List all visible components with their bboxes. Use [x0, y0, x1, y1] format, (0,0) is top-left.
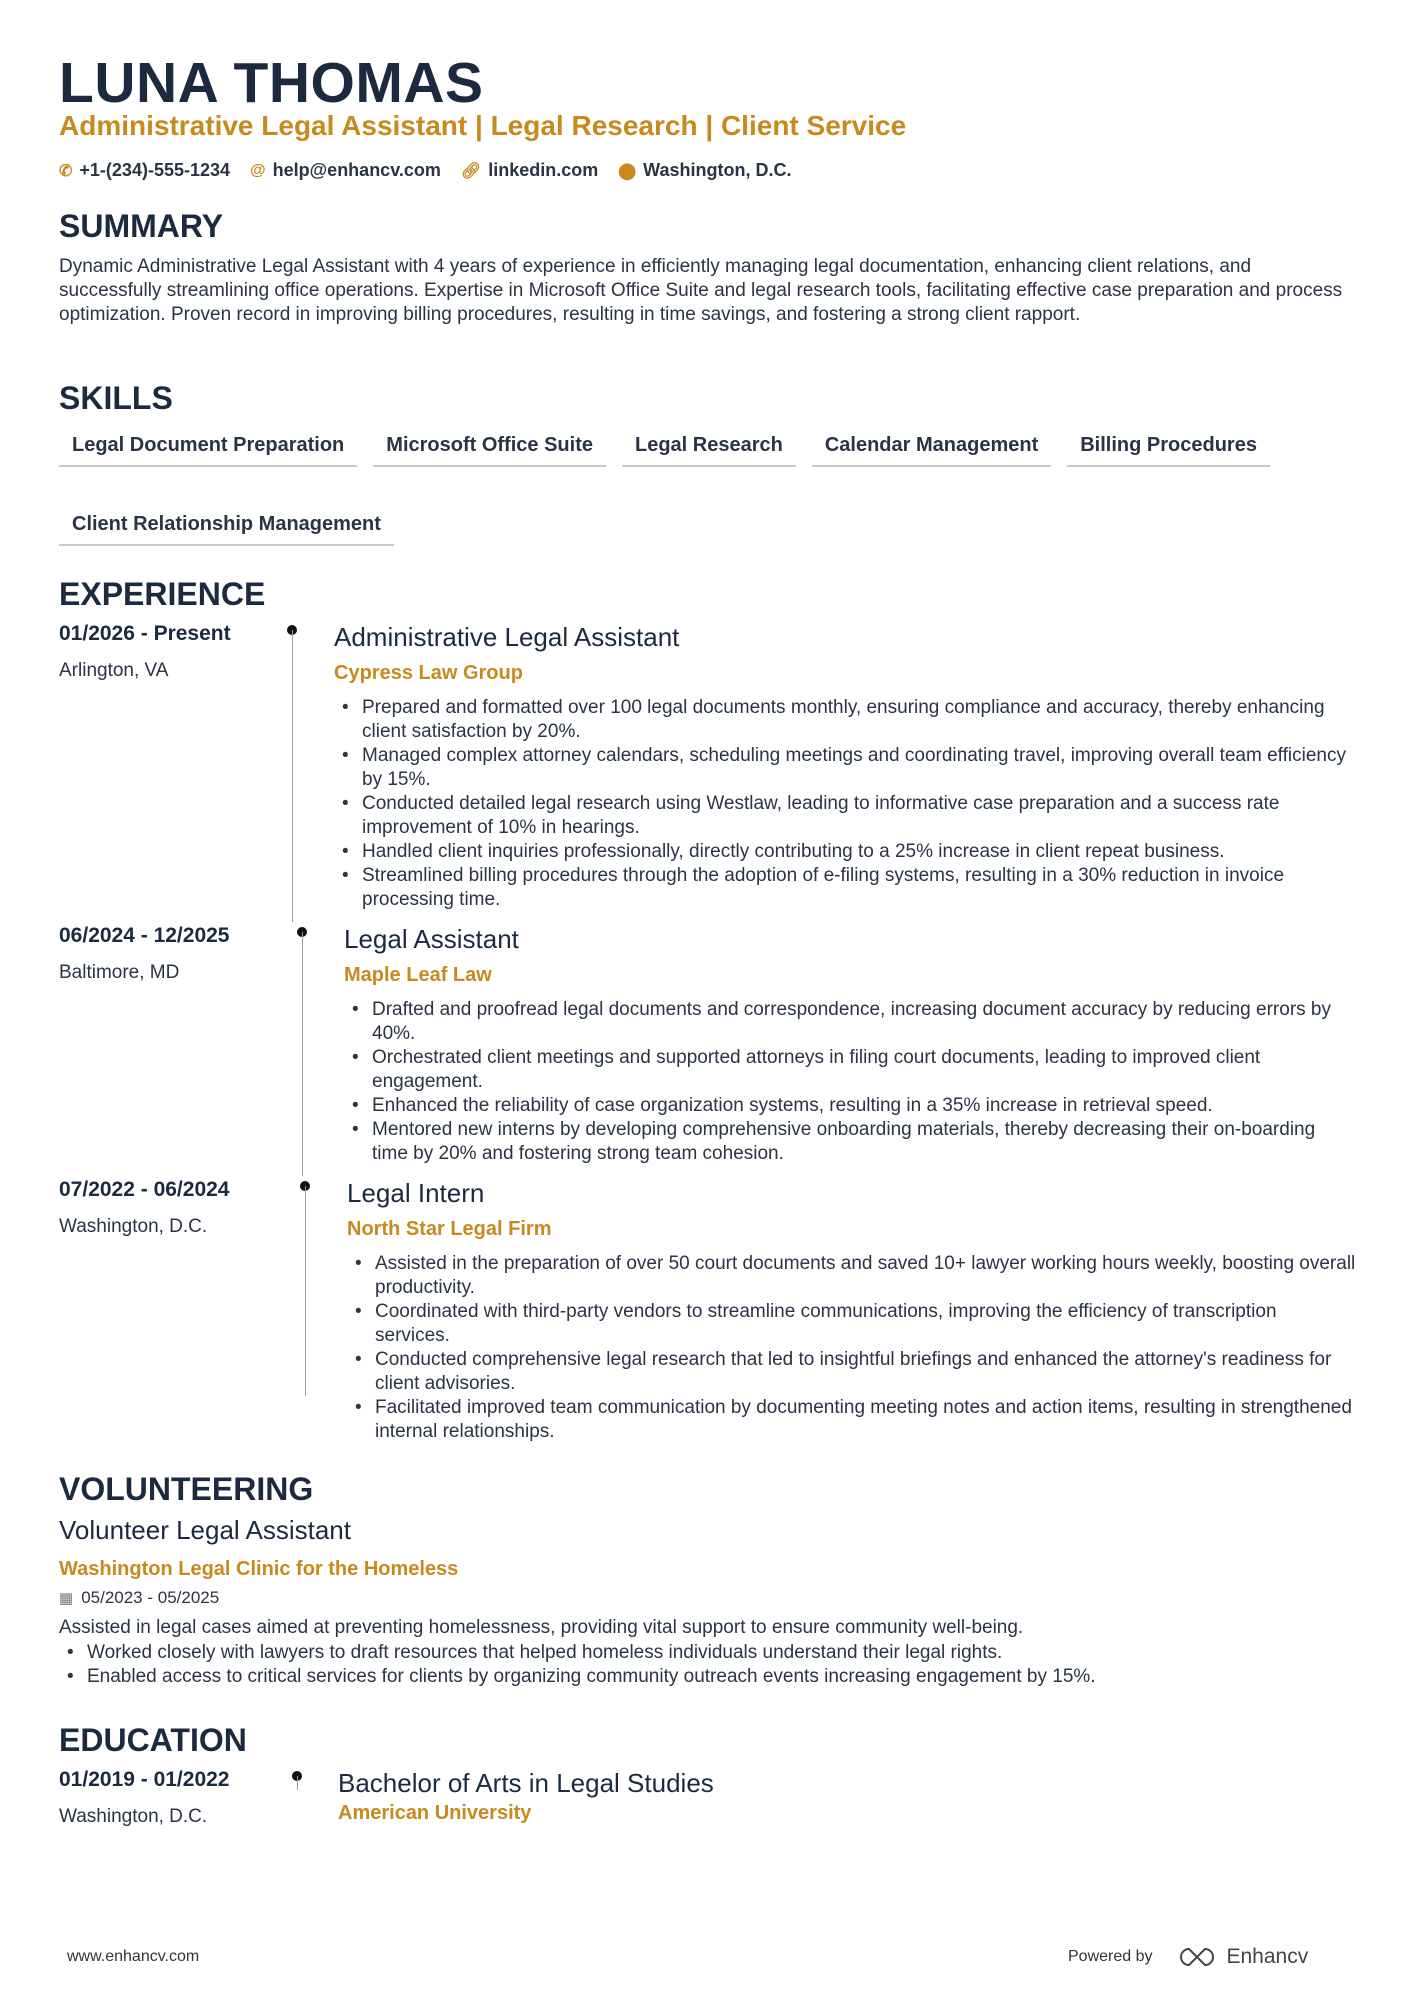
entry-location: Arlington, VA: [59, 660, 169, 681]
enhancv-logo-icon: [1175, 1945, 1219, 1969]
footer-branding: [1068, 1945, 1308, 1969]
link-icon: 🔗︎: [460, 162, 482, 180]
achievement: • Conducted detailed legal research using Westlaw, leading to informative case preparation and a success rate improvement of 10% in hearings.: [334, 792, 1356, 840]
skill-tag: Calendar Management: [812, 430, 1051, 467]
education-location: Washington, D.C.: [59, 1806, 208, 1827]
timeline-line: [292, 630, 293, 922]
education-date: 01/2019 - 01/2022: [59, 1768, 230, 1791]
location-icon: ⬤: [618, 162, 637, 180]
job-title: Administrative Legal Assistant: [334, 622, 680, 652]
achievement: • Managed complex attorney calendars, scheduling meetings and coordinating travel, improving overall team efficiency by 15%.: [334, 744, 1356, 792]
experience-heading: EXPERIENCE: [59, 576, 266, 612]
entry-location: Washington, D.C.: [59, 1216, 208, 1237]
summary-heading: SUMMARY: [59, 208, 224, 244]
job-title: Legal Intern: [347, 1178, 485, 1208]
achievement: • Drafted and proofread legal documents and correspondence, increasing document accuracy by reducing errors by 40%.: [344, 998, 1356, 1046]
achievement: • Conducted comprehensive legal research that led to insightful briefings and enhanced the attorney's readiness for client advisories.: [347, 1348, 1356, 1396]
volunteering-heading: VOLUNTEERING: [59, 1471, 314, 1507]
entry-date: 06/2024 - 12/2025: [59, 924, 230, 947]
achievement-list: [344, 998, 1356, 1166]
enhancv-logo: [1175, 1945, 1309, 1969]
entry-date: 01/2026 - Present: [59, 622, 231, 645]
company-name: Cypress Law Group: [334, 662, 523, 684]
powered-by-label: Powered by: [1068, 1948, 1153, 1965]
achievement: • Enhanced the reliability of case organization systems, resulting in a 35% increase in retrieval speed.: [344, 1094, 1356, 1118]
volunteer-achievement: • Worked closely with lawyers to draft resources that helped homeless individuals understand their legal rights.: [59, 1641, 1356, 1665]
entry-location: Baltimore, MD: [59, 962, 180, 983]
calendar-icon: ▦: [59, 1590, 74, 1607]
achievement: • Mentored new interns by developing comprehensive onboarding materials, thereby decreasing their on-boarding time by 20% and fostering strong team cohesion.: [344, 1118, 1356, 1166]
footer-website[interactable]: www.enhancv.com: [67, 1948, 200, 1965]
summary-text: Dynamic Administrative Legal Assistant with 4 years of experience in efficiently managing legal documentation, enhancing client relations, and successfully streamlining office operations. Expertise in Microsoft Office Suite and legal research tools, facilitating effective case preparation and process optimization. Proven record in improving billing procedures, resulting in time savings, and fostering a strong client rapport.: [59, 256, 1343, 325]
skill-tag: Microsoft Office Suite: [373, 430, 606, 467]
contact-location: [618, 160, 791, 181]
headline: Administrative Legal Assistant | Legal Research | Client Service: [59, 110, 907, 141]
achievement: • Assisted in the preparation of over 50 court documents and saved 10+ lawyer working hours weekly, boosting overall productivity.: [347, 1252, 1356, 1300]
achievement: • Orchestrated client meetings and supported attorneys in filing court documents, leading to improved client engagement.: [344, 1046, 1356, 1094]
email-text: help@enhancv.com: [272, 160, 441, 180]
job-title: Legal Assistant: [344, 924, 519, 954]
phone-icon: ✆: [59, 162, 73, 180]
entry-date: 07/2022 - 06/2024: [59, 1178, 230, 1201]
skills-list: [59, 430, 1369, 572]
phone-text: +1-(234)-555-1234: [79, 160, 231, 180]
school-name: American University: [338, 1802, 532, 1824]
achievement: • Handled client inquiries professionally, directly contributing to a 25% increase in client repeat business.: [334, 840, 1356, 864]
timeline-line: [297, 1776, 298, 1790]
candidate-name: LUNA THOMAS: [59, 51, 484, 115]
volunteer-date: 05/2023 - 05/2025: [81, 1588, 220, 1607]
skill-tag: Legal Research: [622, 430, 796, 467]
achievement-list: [347, 1252, 1356, 1444]
linkedin-text: linkedin.com: [488, 160, 599, 180]
education-heading: EDUCATION: [59, 1722, 247, 1758]
degree: Bachelor of Arts in Legal Studies: [338, 1768, 714, 1798]
volunteer-organization: Washington Legal Clinic for the Homeless: [59, 1558, 459, 1580]
volunteer-achievement: • Enabled access to critical services for clients by organizing community outreach events increasing engagement by 15%.: [59, 1665, 1356, 1689]
company-name: North Star Legal Firm: [347, 1218, 552, 1240]
achievement: • Coordinated with third-party vendors to streamline communications, improving the efficiency of transcription services.: [347, 1300, 1356, 1348]
achievement-list: [334, 696, 1356, 912]
achievement: • Streamlined billing procedures through the adoption of e-filing systems, resulting in a 30% reduction in invoice processing time.: [334, 864, 1356, 912]
skill-tag: Client Relationship Management: [59, 509, 394, 546]
volunteer-date-row: [59, 1588, 219, 1608]
skill-tag: Legal Document Preparation: [59, 430, 357, 467]
volunteer-description: Assisted in legal cases aimed at preventing homelessness, providing vital support to ensure community well-being.: [59, 1617, 1024, 1638]
timeline-line: [305, 1186, 306, 1396]
at-icon: @: [250, 161, 266, 179]
contact-email[interactable]: [250, 160, 441, 181]
contact-linkedin[interactable]: [461, 160, 598, 181]
contact-bar: [59, 160, 791, 181]
volunteer-list: [59, 1641, 1356, 1689]
skill-tag: Billing Procedures: [1067, 430, 1270, 467]
enhancv-brand: Enhancv: [1226, 1945, 1309, 1968]
company-name: Maple Leaf Law: [344, 964, 492, 986]
location-text: Washington, D.C.: [643, 160, 792, 180]
achievement: • Facilitated improved team communication by documenting meeting notes and action items, resulting in strengthened internal relationships.: [347, 1396, 1356, 1444]
timeline-line: [302, 932, 303, 1176]
skills-heading: SKILLS: [59, 380, 173, 416]
volunteer-role: Volunteer Legal Assistant: [59, 1515, 351, 1545]
contact-phone[interactable]: [59, 160, 230, 181]
achievement: • Prepared and formatted over 100 legal documents monthly, ensuring compliance and accuracy, thereby enhancing client satisfaction by 20%.: [334, 696, 1356, 744]
